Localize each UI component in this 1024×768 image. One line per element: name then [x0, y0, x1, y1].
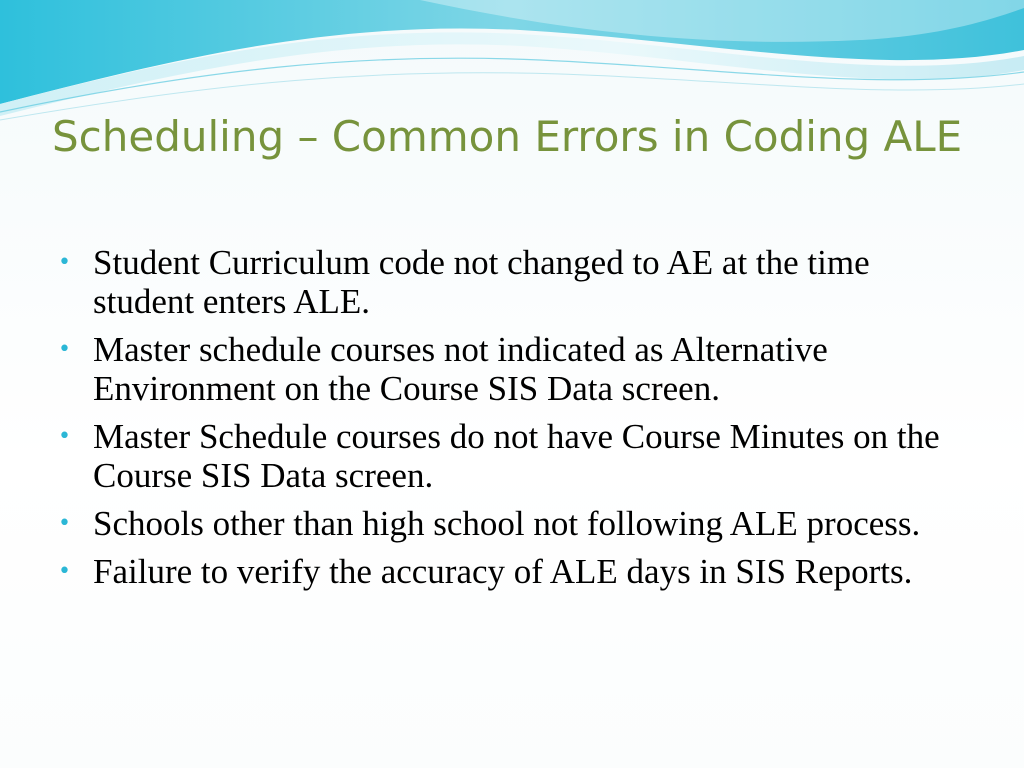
- bullet-dot-icon: •: [58, 424, 71, 449]
- bullet-item: [58, 417, 978, 495]
- bullet-dot-icon: •: [58, 337, 71, 362]
- bullet-dot-icon: •: [58, 250, 71, 275]
- slide-title: Scheduling – Common Errors in Coding ALE: [52, 112, 963, 161]
- bullet-text: Schools other than high school not following ALE process.: [93, 504, 921, 543]
- bullet-item: [58, 552, 978, 591]
- bullet-text: Failure to verify the accuracy of ALE days in SIS Reports.: [93, 552, 913, 591]
- bullet-dot-icon: •: [58, 559, 71, 584]
- bullet-item: [58, 243, 978, 321]
- bullet-list: [58, 243, 978, 600]
- bullet-item: [58, 504, 978, 543]
- bullet-text: Master Schedule courses do not have Course Minutes on the Course SIS Data screen.: [93, 417, 940, 495]
- bullet-text: Master schedule courses not indicated as Alternative Environment on the Course SIS Data screen.: [93, 330, 828, 408]
- bullet-item: [58, 330, 978, 408]
- bullet-text: Student Curriculum code not changed to AE at the time student enters ALE.: [93, 243, 870, 321]
- bullet-dot-icon: •: [58, 511, 71, 536]
